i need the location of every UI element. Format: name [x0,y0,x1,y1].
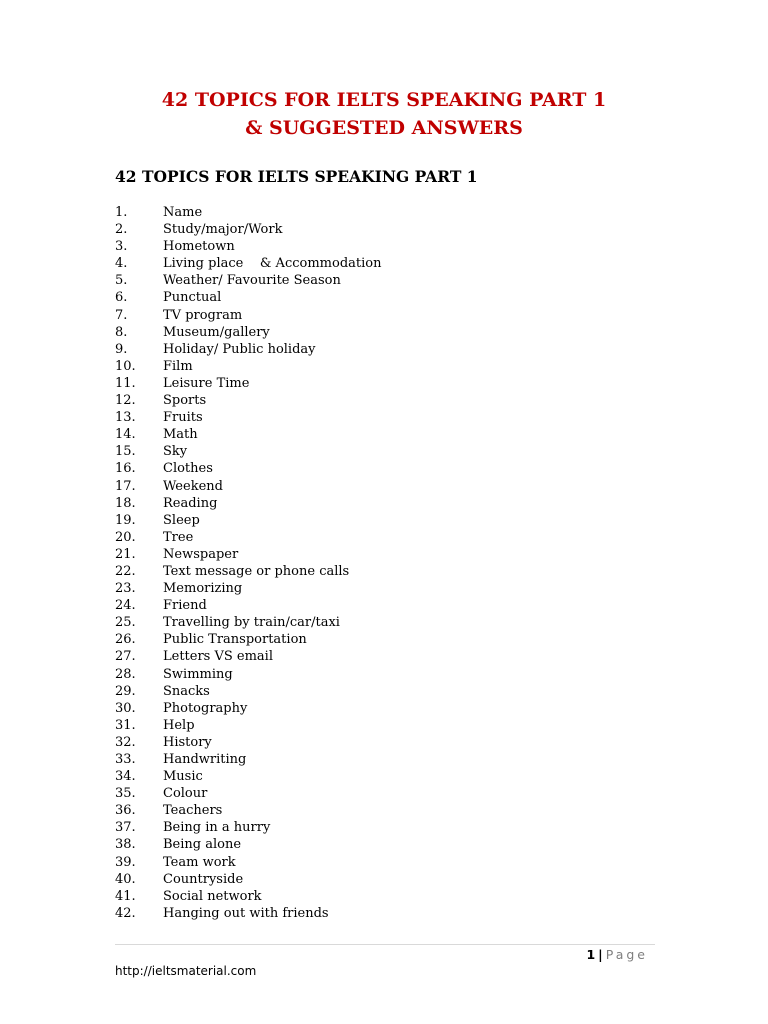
topic-label: TV program [163,307,243,323]
topic-label: Living place & Accommodation [163,256,382,272]
topic-label: Sports [163,393,207,409]
topic-label: Math [163,427,198,443]
document-title-line-2: & SUGGESTED ANSWERS [245,117,523,139]
topic-label: Photography [163,700,248,716]
document-title-line-1: 42 TOPICS FOR IELTS SPEAKING PART 1 [161,89,607,111]
topic-number: 16. [115,461,136,477]
footer-url-link[interactable]: http://ieltsmaterial.com [115,964,257,978]
topic-label: Leisure Time [163,375,250,391]
footer-divider [115,944,655,945]
topic-label: Sleep [163,512,200,528]
topic-label: Snacks [163,683,210,699]
topic-number: 40. [115,871,136,887]
topic-label: Swimming [163,666,233,682]
page-separator: | [598,947,603,962]
topic-number: 28. [115,666,136,682]
topic-label: Clothes [163,461,213,477]
document-title [0,86,768,142]
topic-number: 13. [115,410,136,426]
topic-label: Travelling by train/car/taxi [163,615,340,631]
topic-label: Help [163,717,195,733]
topic-number: 26. [115,632,136,648]
topic-number: 23. [115,581,136,597]
topic-number: 34. [115,769,136,785]
topic-number: 21. [115,546,136,562]
topic-label: Teachers [163,803,223,819]
topic-number: 35. [115,786,136,802]
topic-number: 42. [115,905,136,921]
topic-number: 18. [115,495,136,511]
topic-number: 29. [115,683,136,699]
topic-label: Memorizing [163,581,243,597]
topic-label: Hanging out with friends [163,905,329,921]
topic-number: 12. [115,393,136,409]
topic-number: 33. [115,752,136,767]
topic-label: Team work [163,854,236,870]
topic-number: 24. [115,598,136,614]
topic-number: 37. [115,820,136,836]
topic-label: Weather/ Favourite Season [163,273,341,289]
topic-number: 2. [115,222,128,238]
topic-number: 4. [115,256,128,272]
topic-label: Reading [163,495,218,511]
topic-number: 7. [115,307,128,323]
topic-number: 20. [115,529,136,545]
topic-number: 39. [115,854,136,870]
topic-number: 9. [115,341,128,357]
topic-label: Music [163,769,203,785]
topic-number: 38. [115,837,136,853]
topic-number: 41. [115,888,136,904]
topic-number: 36. [115,803,136,819]
topic-label: Friend [163,598,207,614]
topic-label: Holiday/ Public holiday [163,341,316,357]
topic-label: Museum/gallery [163,324,270,340]
topic-label: Countryside [163,871,244,887]
topic-number: 19. [115,512,136,528]
topic-number: 31. [115,717,136,733]
page-number: 1 [586,947,596,962]
topic-number: 15. [115,444,136,460]
topic-label: History [163,734,212,750]
topic-label: Being in a hurry [163,820,271,836]
topic-number: 1. [115,205,128,220]
topic-number: 17. [115,478,136,494]
topic-label: Hometown [163,239,235,255]
topic-number: 5. [115,273,128,289]
topic-label: Film [163,358,193,374]
topic-label: Tree [163,529,194,545]
page-number-label [586,947,648,962]
topic-label: Weekend [163,478,223,494]
topic-label: Public Transportation [163,632,307,648]
topic-label: Sky [163,444,188,460]
topic-label: Name [163,205,203,220]
topic-number: 14. [115,427,136,443]
topic-number: 22. [115,563,136,579]
topic-label: Punctual [163,290,222,306]
topic-number: 8. [115,324,128,340]
topic-label: Letters VS email [163,649,273,665]
section-heading: 42 TOPICS FOR IELTS SPEAKING PART 1 [115,167,478,186]
topic-number: 3. [115,239,128,255]
topic-label: Colour [163,786,208,802]
topic-label: Handwriting [163,752,247,767]
topic-number: 25. [115,615,136,631]
topic-number: 10. [115,358,136,374]
topic-number: 32. [115,734,136,750]
topic-number: 27. [115,649,136,665]
topic-label: Newspaper [163,546,239,562]
topic-label: Study/major/Work [163,222,283,238]
topic-label: Text message or phone calls [163,563,350,579]
topic-label: Being alone [163,837,242,853]
topic-number: 6. [115,290,128,306]
topic-number: 11. [115,375,136,391]
topic-label: Fruits [163,410,203,426]
topic-label: Social network [163,888,262,904]
topic-number: 30. [115,700,136,716]
page-word: Page [605,947,648,962]
